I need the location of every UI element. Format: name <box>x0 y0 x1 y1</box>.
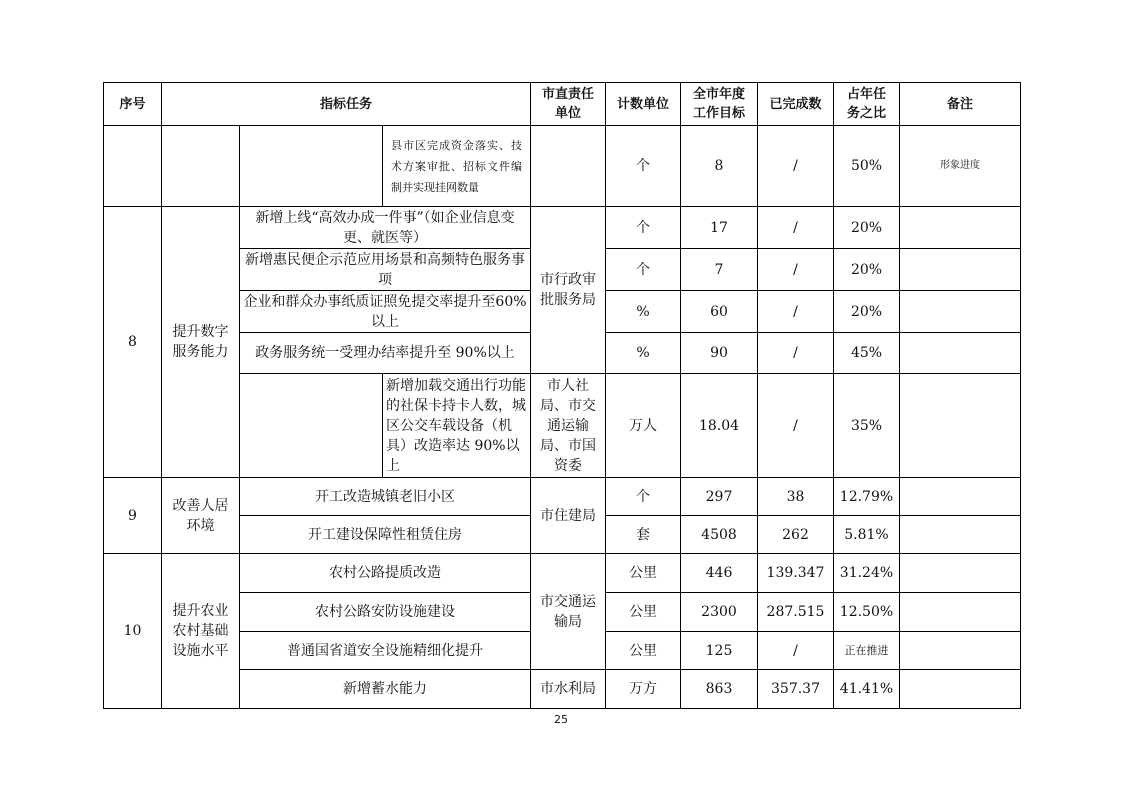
note-cell <box>900 291 1021 333</box>
done-cell: / <box>758 632 834 670</box>
dept-cell: 市人社 局、市交 通运输 局、市国 资委 <box>531 374 606 478</box>
table-row <box>104 478 1021 516</box>
done-cell: 287.515 <box>758 593 834 632</box>
header-seq: 序号 <box>104 83 162 126</box>
note-cell <box>900 516 1021 554</box>
done-cell: / <box>758 333 834 374</box>
category-cell: 提升数字 服务能力 <box>162 207 240 478</box>
empty-cell <box>240 126 383 207</box>
target-cell: 4508 <box>681 516 758 554</box>
task-cell: 农村公路安防设施建设 <box>240 593 531 632</box>
ratio-cell: 45% <box>834 333 900 374</box>
unit-cell: 个 <box>606 126 681 207</box>
note-cell <box>900 374 1021 478</box>
task-cell: 农村公路提质改造 <box>240 554 531 593</box>
category-cell: 提升农业 农村基础 设施水平 <box>162 554 240 709</box>
task-cell: 新增惠民便企示范应用场景和高频特色服务事项 <box>240 249 531 291</box>
ratio-cell: 20% <box>834 291 900 333</box>
note-cell <box>900 593 1021 632</box>
unit-cell: 公里 <box>606 554 681 593</box>
task-cell: 县市区完成资金落实、技术方案审批、招标文件编制并实现挂网数量 <box>383 126 531 207</box>
target-cell: 2300 <box>681 593 758 632</box>
note-cell <box>900 333 1021 374</box>
task-cell: 新增加载交通出行功能的社保卡持卡人数，城区公交车载设备（机具）改造率达 90%以上 <box>383 374 531 478</box>
note-cell: 形象进度 <box>900 126 1021 207</box>
indicator-table <box>103 82 1021 709</box>
note-cell <box>900 249 1021 291</box>
done-cell: / <box>758 249 834 291</box>
done-cell: 262 <box>758 516 834 554</box>
target-cell: 297 <box>681 478 758 516</box>
table-row <box>104 670 1021 709</box>
table-row <box>104 126 1021 207</box>
ratio-cell: 5.81% <box>834 516 900 554</box>
empty-cell <box>162 126 240 207</box>
category-cell: 改善人居 环境 <box>162 478 240 554</box>
task-cell: 开工改造城镇老旧小区 <box>240 478 531 516</box>
unit-cell: 公里 <box>606 593 681 632</box>
done-cell: / <box>758 207 834 249</box>
done-cell: 357.37 <box>758 670 834 709</box>
target-cell: 125 <box>681 632 758 670</box>
done-cell: / <box>758 374 834 478</box>
target-cell: 18.04 <box>681 374 758 478</box>
unit-cell: 公里 <box>606 632 681 670</box>
task-cell: 新增蓄水能力 <box>240 670 531 709</box>
unit-cell: 万方 <box>606 670 681 709</box>
task-cell: 企业和群众办事纸质证照免提交率提升至60%以上 <box>240 291 531 333</box>
seq-cell: 10 <box>104 554 162 709</box>
note-cell <box>900 632 1021 670</box>
empty-cell <box>240 374 383 478</box>
unit-cell: 套 <box>606 516 681 554</box>
note-cell <box>900 554 1021 593</box>
ratio-cell: 20% <box>834 207 900 249</box>
ratio-cell: 50% <box>834 126 900 207</box>
ratio-cell: 31.24% <box>834 554 900 593</box>
ratio-cell: 20% <box>834 249 900 291</box>
header-task: 指标任务 <box>162 83 531 126</box>
done-cell: 38 <box>758 478 834 516</box>
target-cell: 17 <box>681 207 758 249</box>
unit-cell: 个 <box>606 207 681 249</box>
ratio-cell: 41.41% <box>834 670 900 709</box>
target-cell: 863 <box>681 670 758 709</box>
task-cell: 政务服务统一受理办结率提升至 90%以上 <box>240 333 531 374</box>
seq-cell: 8 <box>104 207 162 478</box>
dept-cell: 市住建局 <box>531 478 606 554</box>
target-cell: 60 <box>681 291 758 333</box>
unit-cell: % <box>606 333 681 374</box>
dept-cell: 市水利局 <box>531 670 606 709</box>
unit-cell: 个 <box>606 478 681 516</box>
header-unit: 计数单位 <box>606 83 681 126</box>
note-cell <box>900 207 1021 249</box>
header-dept: 市直责任 单位 <box>531 83 606 126</box>
empty-cell <box>104 126 162 207</box>
table-row <box>104 207 1021 249</box>
target-cell: 7 <box>681 249 758 291</box>
task-cell: 新增上线“高效办成一件事”（如企业信息变更、就医等） <box>240 207 531 249</box>
unit-cell: 万人 <box>606 374 681 478</box>
seq-cell: 9 <box>104 478 162 554</box>
note-cell <box>900 670 1021 709</box>
header-row <box>104 83 1021 126</box>
task-cell: 开工建设保障性租赁住房 <box>240 516 531 554</box>
done-cell: 139.347 <box>758 554 834 593</box>
page-number: 25 <box>554 713 568 726</box>
target-cell: 446 <box>681 554 758 593</box>
target-cell: 8 <box>681 126 758 207</box>
dept-cell: 市交通运 输局 <box>531 554 606 670</box>
table-row <box>104 374 1021 478</box>
unit-cell: % <box>606 291 681 333</box>
ratio-cell: 12.79% <box>834 478 900 516</box>
empty-cell <box>531 126 606 207</box>
task-cell: 普通国省道安全设施精细化提升 <box>240 632 531 670</box>
header-done: 已完成数 <box>758 83 834 126</box>
table-row <box>104 554 1021 593</box>
dept-cell: 市行政审 批服务局 <box>531 207 606 374</box>
header-target: 全市年度 工作目标 <box>681 83 758 126</box>
ratio-cell: 35% <box>834 374 900 478</box>
ratio-cell: 正在推进 <box>834 632 900 670</box>
unit-cell: 个 <box>606 249 681 291</box>
done-cell: / <box>758 291 834 333</box>
header-ratio: 占年任 务之比 <box>834 83 900 126</box>
target-cell: 90 <box>681 333 758 374</box>
ratio-cell: 12.50% <box>834 593 900 632</box>
header-note: 备注 <box>900 83 1021 126</box>
done-cell: / <box>758 126 834 207</box>
note-cell <box>900 478 1021 516</box>
